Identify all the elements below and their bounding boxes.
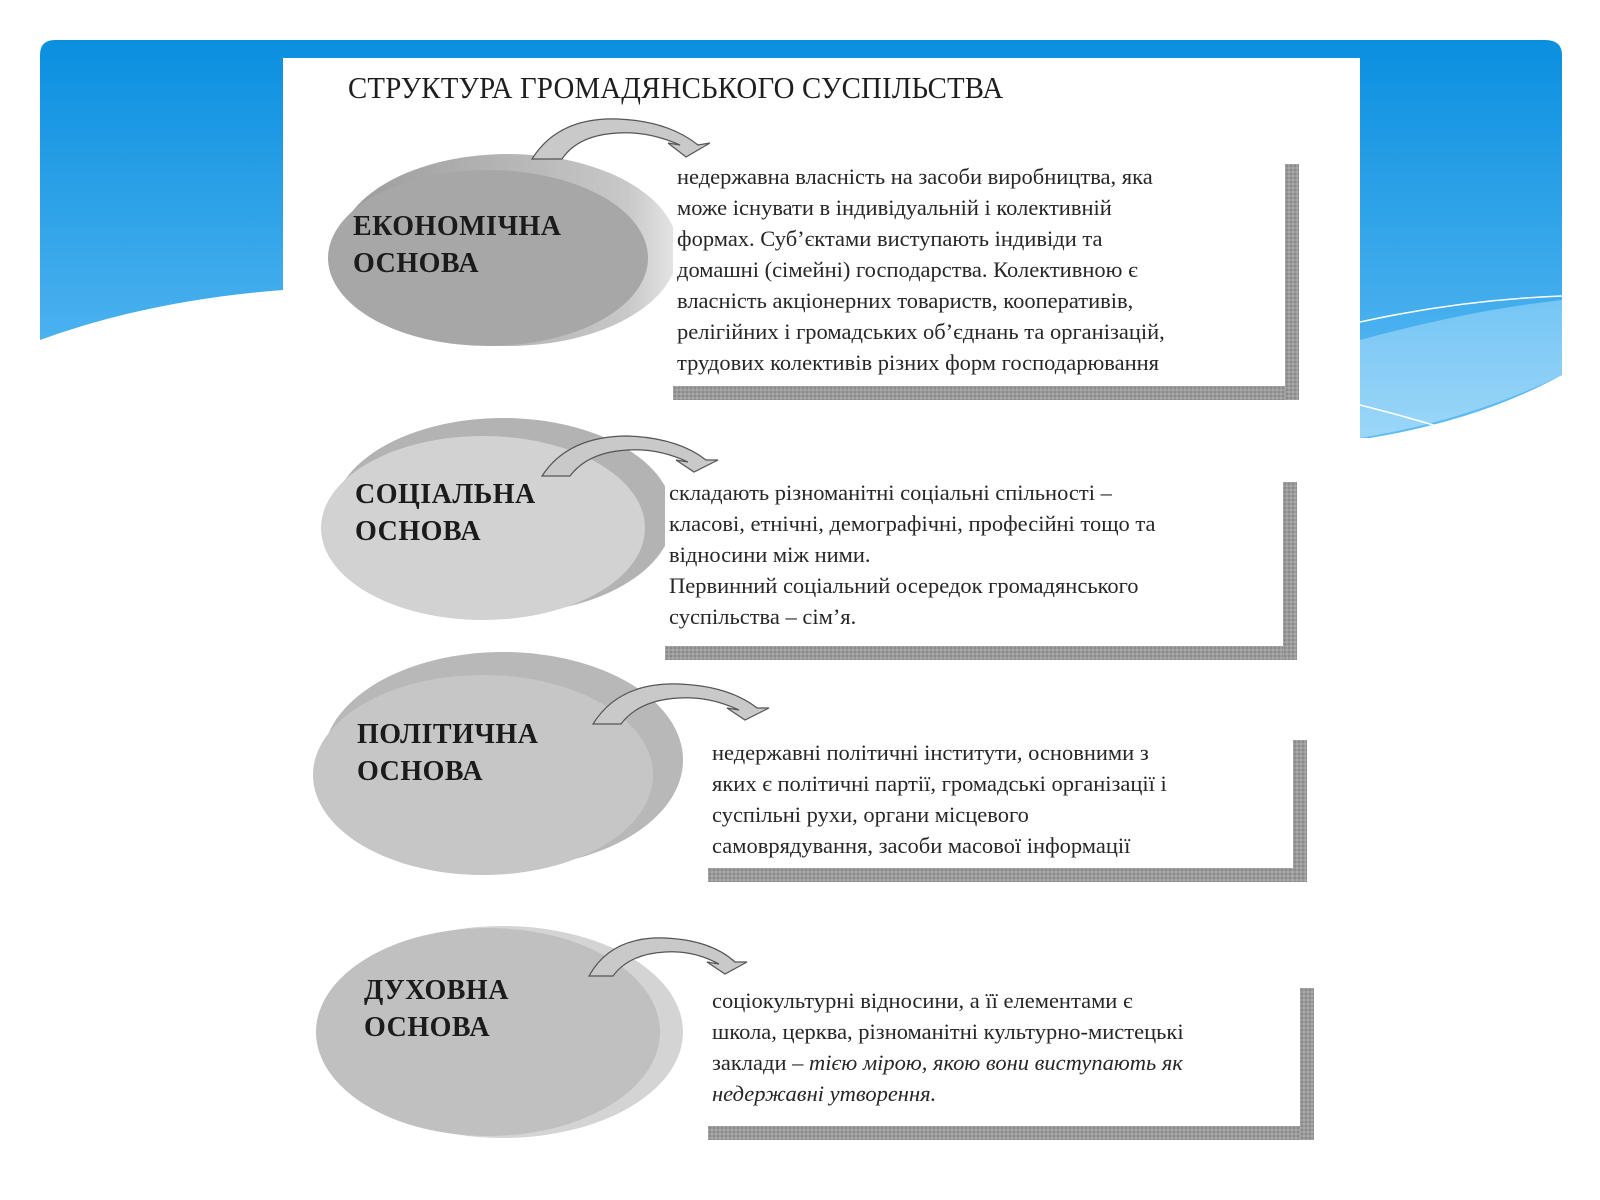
description-line: трудових колективів різних форм господарювання xyxy=(677,350,1160,375)
diagram-title: СТРУКТУРА ГРОМАДЯНСЬКОГО СУСПІЛЬСТВА xyxy=(348,70,1004,105)
curved-arrow-icon xyxy=(589,678,779,728)
description-line xyxy=(712,1078,1304,1109)
description-line: релігійних і громадських об’єднань та організацій, xyxy=(677,319,1165,344)
oval-label-line2: ОСНОВА xyxy=(355,516,482,547)
curved-arrow-icon xyxy=(538,432,728,480)
civil-society-structure-diagram xyxy=(283,58,1360,1200)
description-line: недержавні політичні інститути, основними з xyxy=(712,740,1149,765)
description-line: недержавна власність на засоби виробництва, яка xyxy=(677,164,1153,189)
oval-label-line1: ЕКОНОМІЧНА xyxy=(353,211,562,242)
oval-label-line2: ОСНОВА xyxy=(364,1012,491,1043)
description-line: яких є політичні партії, громадські організації і xyxy=(712,771,1167,796)
description-line: складають різноманітні соціальні спільності – xyxy=(669,480,1112,505)
curved-arrow-icon xyxy=(528,113,718,163)
description-line: соціокультурні відносини, а її елементами є xyxy=(712,988,1133,1013)
box-shadow xyxy=(708,868,1293,882)
description-line: Первинний соціальний осередок громадянського xyxy=(669,573,1139,598)
box-shadow xyxy=(708,1126,1300,1140)
curved-arrow-icon xyxy=(585,932,755,982)
oval-label-line2: ОСНОВА xyxy=(353,248,480,279)
box-shadow xyxy=(673,386,1285,400)
description-text-italic: недержавні утворення. xyxy=(712,1081,937,1106)
description-line: домашні (сімейні) господарства. Колективною є xyxy=(677,257,1138,282)
description-line: суспільні рухи, органи місцевого xyxy=(712,802,1029,827)
description-line: формах. Суб’єктами виступають індивіди та xyxy=(677,226,1103,251)
oval-label-line1: ПОЛІТИЧНА xyxy=(357,719,539,750)
economic-basis-oval xyxy=(313,150,683,350)
description-line: власність акціонерних товариств, кооперативів, xyxy=(677,288,1134,313)
oval-label-line1: СОЦІАЛЬНА xyxy=(355,479,536,510)
oval-label-line2: ОСНОВА xyxy=(357,756,484,787)
description-line: суспільства – сім’я. xyxy=(669,604,857,629)
description-line xyxy=(712,1047,1304,1078)
political-basis-description xyxy=(708,740,1293,868)
economic-basis-description xyxy=(673,164,1285,386)
description-line: може існувати в індивідуальній і колективній xyxy=(677,195,1112,220)
box-shadow xyxy=(665,646,1283,660)
description-line: відносини між ними. xyxy=(669,542,871,567)
description-line: класові, етнічні, демографічні, професійні тощо та xyxy=(669,511,1156,536)
description-text-plain: заклади – xyxy=(712,1050,810,1075)
spiritual-basis-description xyxy=(708,988,1300,1126)
oval-label-line1: ДУХОВНА xyxy=(364,975,509,1006)
description-text-italic: тією мірою, якою вони виступають як xyxy=(809,1050,1183,1075)
description-line: школа, церква, різноманітні культурно-мистецькі xyxy=(712,1019,1184,1044)
social-basis-description xyxy=(665,482,1283,646)
description-line: самоврядування, засоби масової інформації xyxy=(712,833,1131,858)
